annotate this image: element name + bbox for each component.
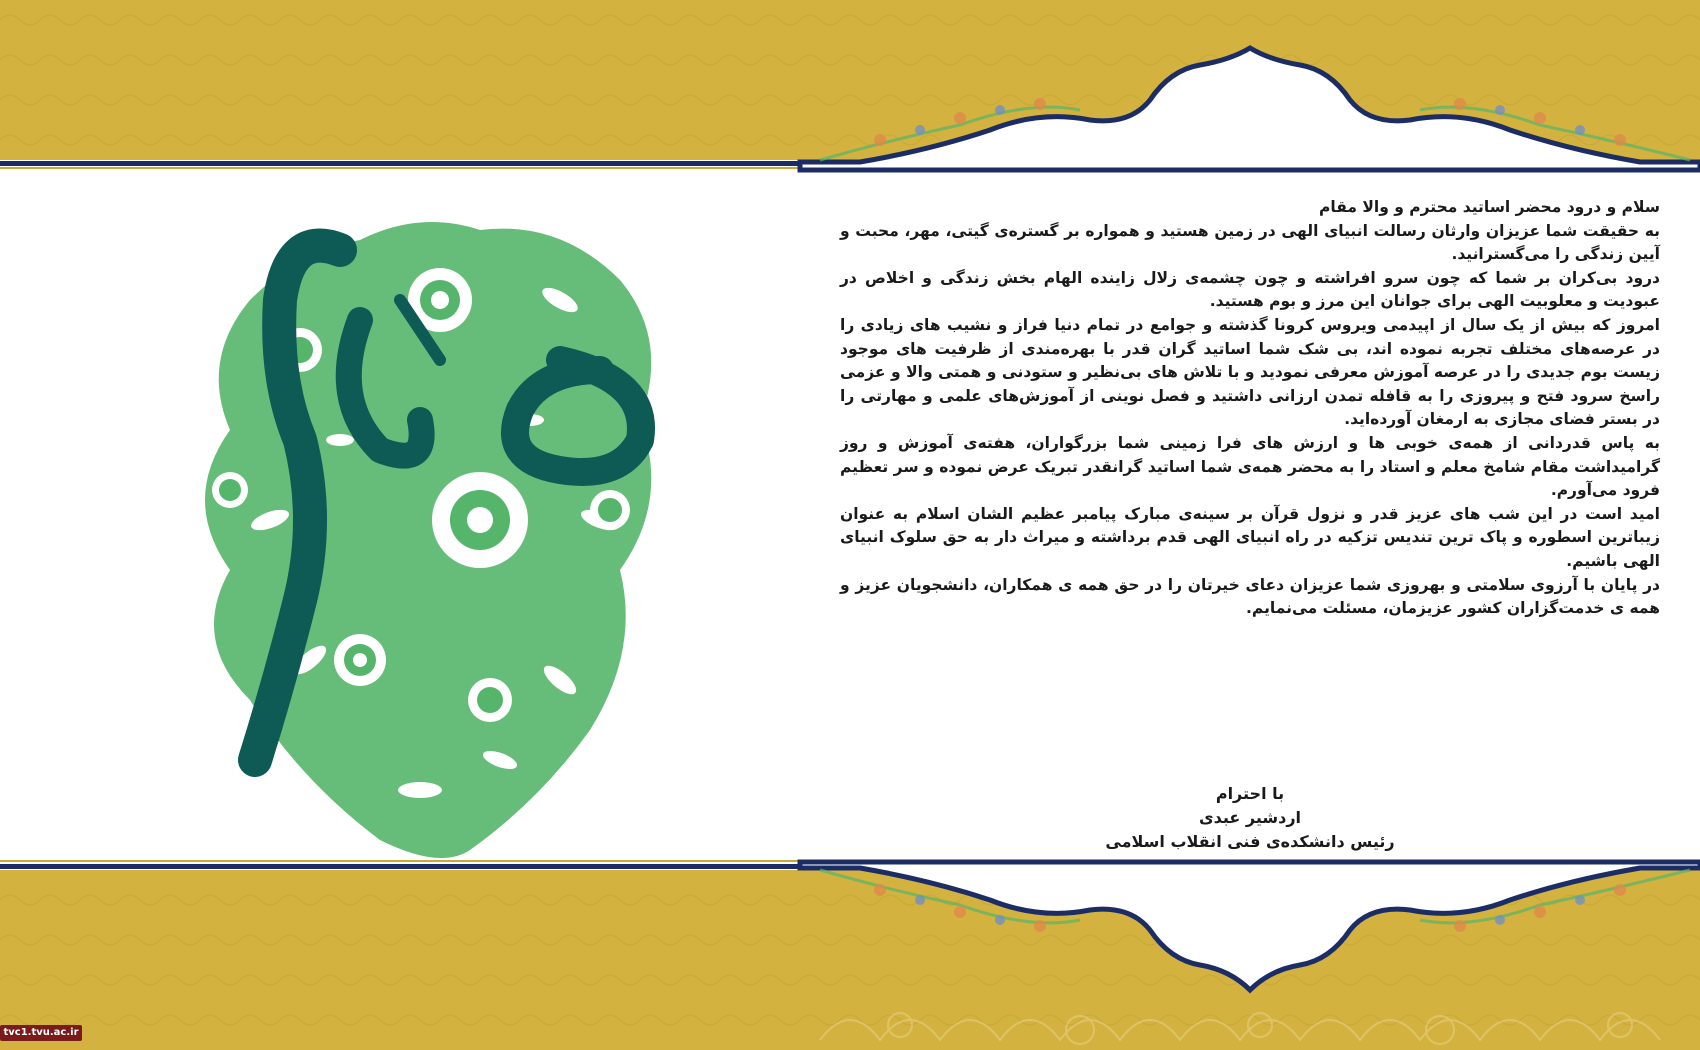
letter-paragraph: به پاس قدردانی از همه‌ی خوبی ها و ارزش های فرا زمینی شما بزرگواران، هفته‌ی آموزش و روز گرامیداشت مقام شامخ معلم و استاد را به محضر همه‌ی شما اساتید گرانقدر تبریک عرض نموده و سر تعظیم فرود می‌آورم. bbox=[840, 433, 1660, 500]
signature-closing: با احترام bbox=[1215, 784, 1285, 803]
letter-greeting: سلام و درود محضر اساتید محترم و والا مقام bbox=[1319, 198, 1660, 216]
signature-block bbox=[1040, 782, 1460, 854]
signature-name: اردشیر عبدی bbox=[1198, 808, 1302, 827]
teacher-calligraphy-floral-icon bbox=[205, 222, 651, 858]
letter-paragraph: امید است در این شب های عزیز قدر و نزول قرآن بر سینه‌ی مبارک پیامبر عظیم الشان اسلام به عنوان زیباترین اسطوره و پاک ترین تندیس تزکیه در راه انبیای الهی قدم برداشته و میراث دار به حق سلوک انبیای الهی باشیم. bbox=[840, 504, 1660, 570]
letter-body bbox=[840, 196, 1660, 621]
letter-paragraph: امروز که بیش از یک سال از اپیدمی ویروس کرونا گذشته و جوامع در تمام دنیا فراز و نشیب های زیادی را در عرصه‌های مختلف تجربه نموده اند، بی شک شما اساتید گران قدر با بهره‌مندی از ظرفیت های موجود زیست بوم جدیدی را در عرصه آموزش معرفی نمودید و با تلاش های بی‌نظیر و ستودنی و همتی والا و عزمی راسخ سرود فتح و پیروزی را به قافله تمدن ارزانی داشتید و فصل نوینی از آموزش‌های علمی و مهارتی را در بستر فضای مجازی به ارمغان آورده‌اید. bbox=[840, 315, 1660, 429]
letter-paragraph: درود بی‌کران بر شما که چون سرو افراشته و چون چشمه‌ی زلال زاینده الهام بخش زندگی و اخلاص در عبودیت و معلوبیت الهی برای جوانان این مرز و بوم هستید. bbox=[840, 268, 1660, 311]
signature-title: رئیس دانشکده‌ی فنی انقلاب اسلامی bbox=[1105, 832, 1395, 851]
letter-paragraph: به حقیقت شما عزیزان وارثان رسالت انبیای الهی در زمین هستید و همواره بر گستره‌ی گیتی، مهر، محبت و آیین زندگی را می‌گسترانید. bbox=[840, 221, 1660, 264]
source-credit-label: tvc1.tvu.ac.ir bbox=[0, 1025, 82, 1041]
letter-paragraph: در پایان با آرزوی سلامتی و بهروزی شما عزیزان دعای خیرتان را در حق همه ی همکاران، دانشجویان عزیز و همه ی خدمت‌گزاران کشور عزیزمان، مسئلت می‌نمایم. bbox=[840, 575, 1660, 618]
